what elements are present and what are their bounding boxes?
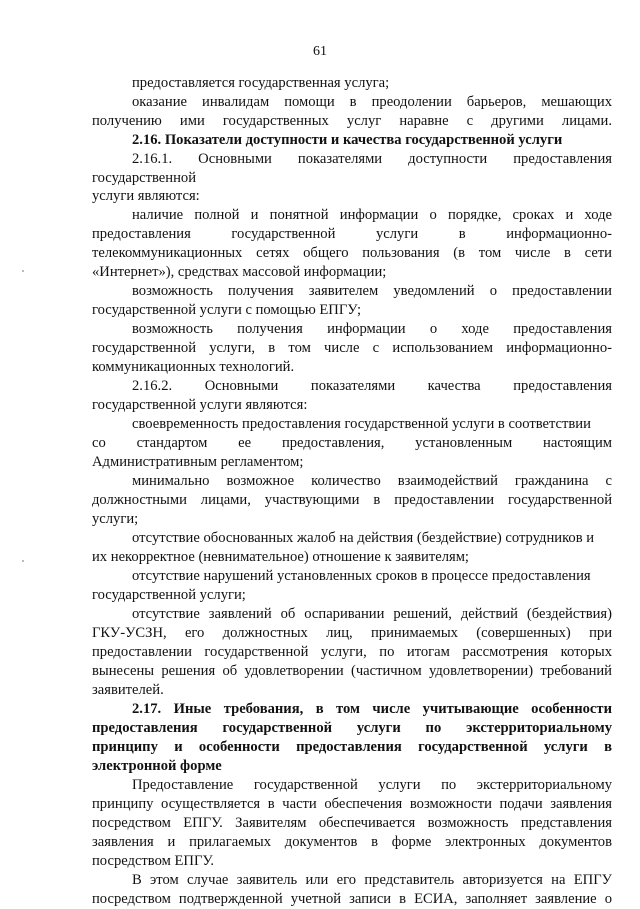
text-line: посредством подтвержденной учетной записи в ЕСИА, заполняет заявление о <box>92 891 612 907</box>
text-line: государственной услуги, в том числе с использованием информационно- <box>92 340 612 356</box>
text-line: государственной услуги являются: <box>92 397 308 413</box>
page-number: 61 <box>313 44 327 59</box>
text-line: государственной <box>92 170 197 186</box>
text-line: оказание инвалидам помощи в преодолении барьеров, мешающих <box>132 94 612 110</box>
text-line: предоставляется государственная услуга; <box>132 75 390 91</box>
text-line: «Интернет»), средствах массовой информации; <box>92 264 387 280</box>
text-line: посредством ЕПГУ. Заявителям обеспечивается возможность представления <box>92 815 612 831</box>
text-line: электронной форме <box>92 758 222 774</box>
text-line: отсутствие заявлений об оспаривании решений, действий (бездействия) <box>132 606 612 622</box>
text-line: 2.16.2. Основными показателями качества предоставления <box>132 378 612 394</box>
scan-speck <box>22 560 24 562</box>
text-line: со стандартом ее предоставления, установленным настоящим <box>92 435 612 451</box>
text-line: государственной услуги с помощью ЕПГУ; <box>92 302 362 318</box>
text-line: посредством ЕПГУ. <box>92 853 214 869</box>
scan-speck <box>22 270 24 272</box>
text-line: получению ими государственных услуг наравне с другими лицами. <box>92 113 612 129</box>
text-line: их некорректное (невнимательное) отношение к заявителям; <box>92 549 469 565</box>
text-line: телекоммуникационных сетях общего пользования (в том числе в сети <box>92 245 612 261</box>
text-line: услуги; <box>92 511 139 527</box>
text-line: Административным регламентом; <box>92 454 304 470</box>
text-line: возможность получения заявителем уведомлений о предоставлении <box>132 283 612 299</box>
text-line: вынесены решения об удовлетворении (частичном удовлетворении) требований <box>92 663 612 679</box>
text-line: 2.16.1. Основными показателями доступности предоставления <box>132 151 612 167</box>
text-line: 2.17. Иные требования, в том числе учитывающие особенности <box>132 701 612 717</box>
text-line: услуги являются: <box>92 188 200 204</box>
text-line: наличие полной и понятной информации о порядке, сроках и ходе <box>132 207 612 223</box>
text-line: возможность получения информации о ходе предоставления <box>132 321 612 337</box>
text-line: 2.16. Показатели доступности и качества государственной услуги <box>132 132 563 148</box>
text-line: отсутствие нарушений установленных сроков в процессе предоставления <box>132 568 591 584</box>
text-line: должностными лицами, участвующими в предоставлении государственной <box>92 492 612 508</box>
text-line: предоставлении государственной услуги, по итогам рассмотрения которых <box>92 644 612 660</box>
text-line: государственной услуги; <box>92 587 246 603</box>
text-line: отсутствие обоснованных жалоб на действия (бездействие) сотрудников и <box>132 530 595 546</box>
text-line: принципу осуществляется в части обеспечения возможности подачи заявления <box>92 796 612 812</box>
text-line: предоставления государственной услуги в информационно- <box>92 226 612 242</box>
text-line: минимально возможное количество взаимодействий гражданина с <box>132 473 612 489</box>
text-line: принципу и особенности предоставления государственной услуги в <box>92 739 612 755</box>
text-line: коммуникационных технологий. <box>92 359 295 375</box>
text-line: заявителей. <box>92 682 164 698</box>
text-line: заявления и прилагаемых документов в форме электронных документов <box>92 834 612 850</box>
text-line: Предоставление государственной услуги по экстерриториальному <box>132 777 612 793</box>
text-line: В этом случае заявитель или его представитель авторизуется на ЕПГУ <box>132 872 612 888</box>
text-line: ГКУ-УСЗН, его должностных лиц, принимаемых (совершенных) при <box>92 625 612 641</box>
text-line: предоставления государственной услуги по экстерриториальному <box>92 720 612 736</box>
text-line: своевременность предоставления государственной услуги в соответствии <box>132 416 591 432</box>
